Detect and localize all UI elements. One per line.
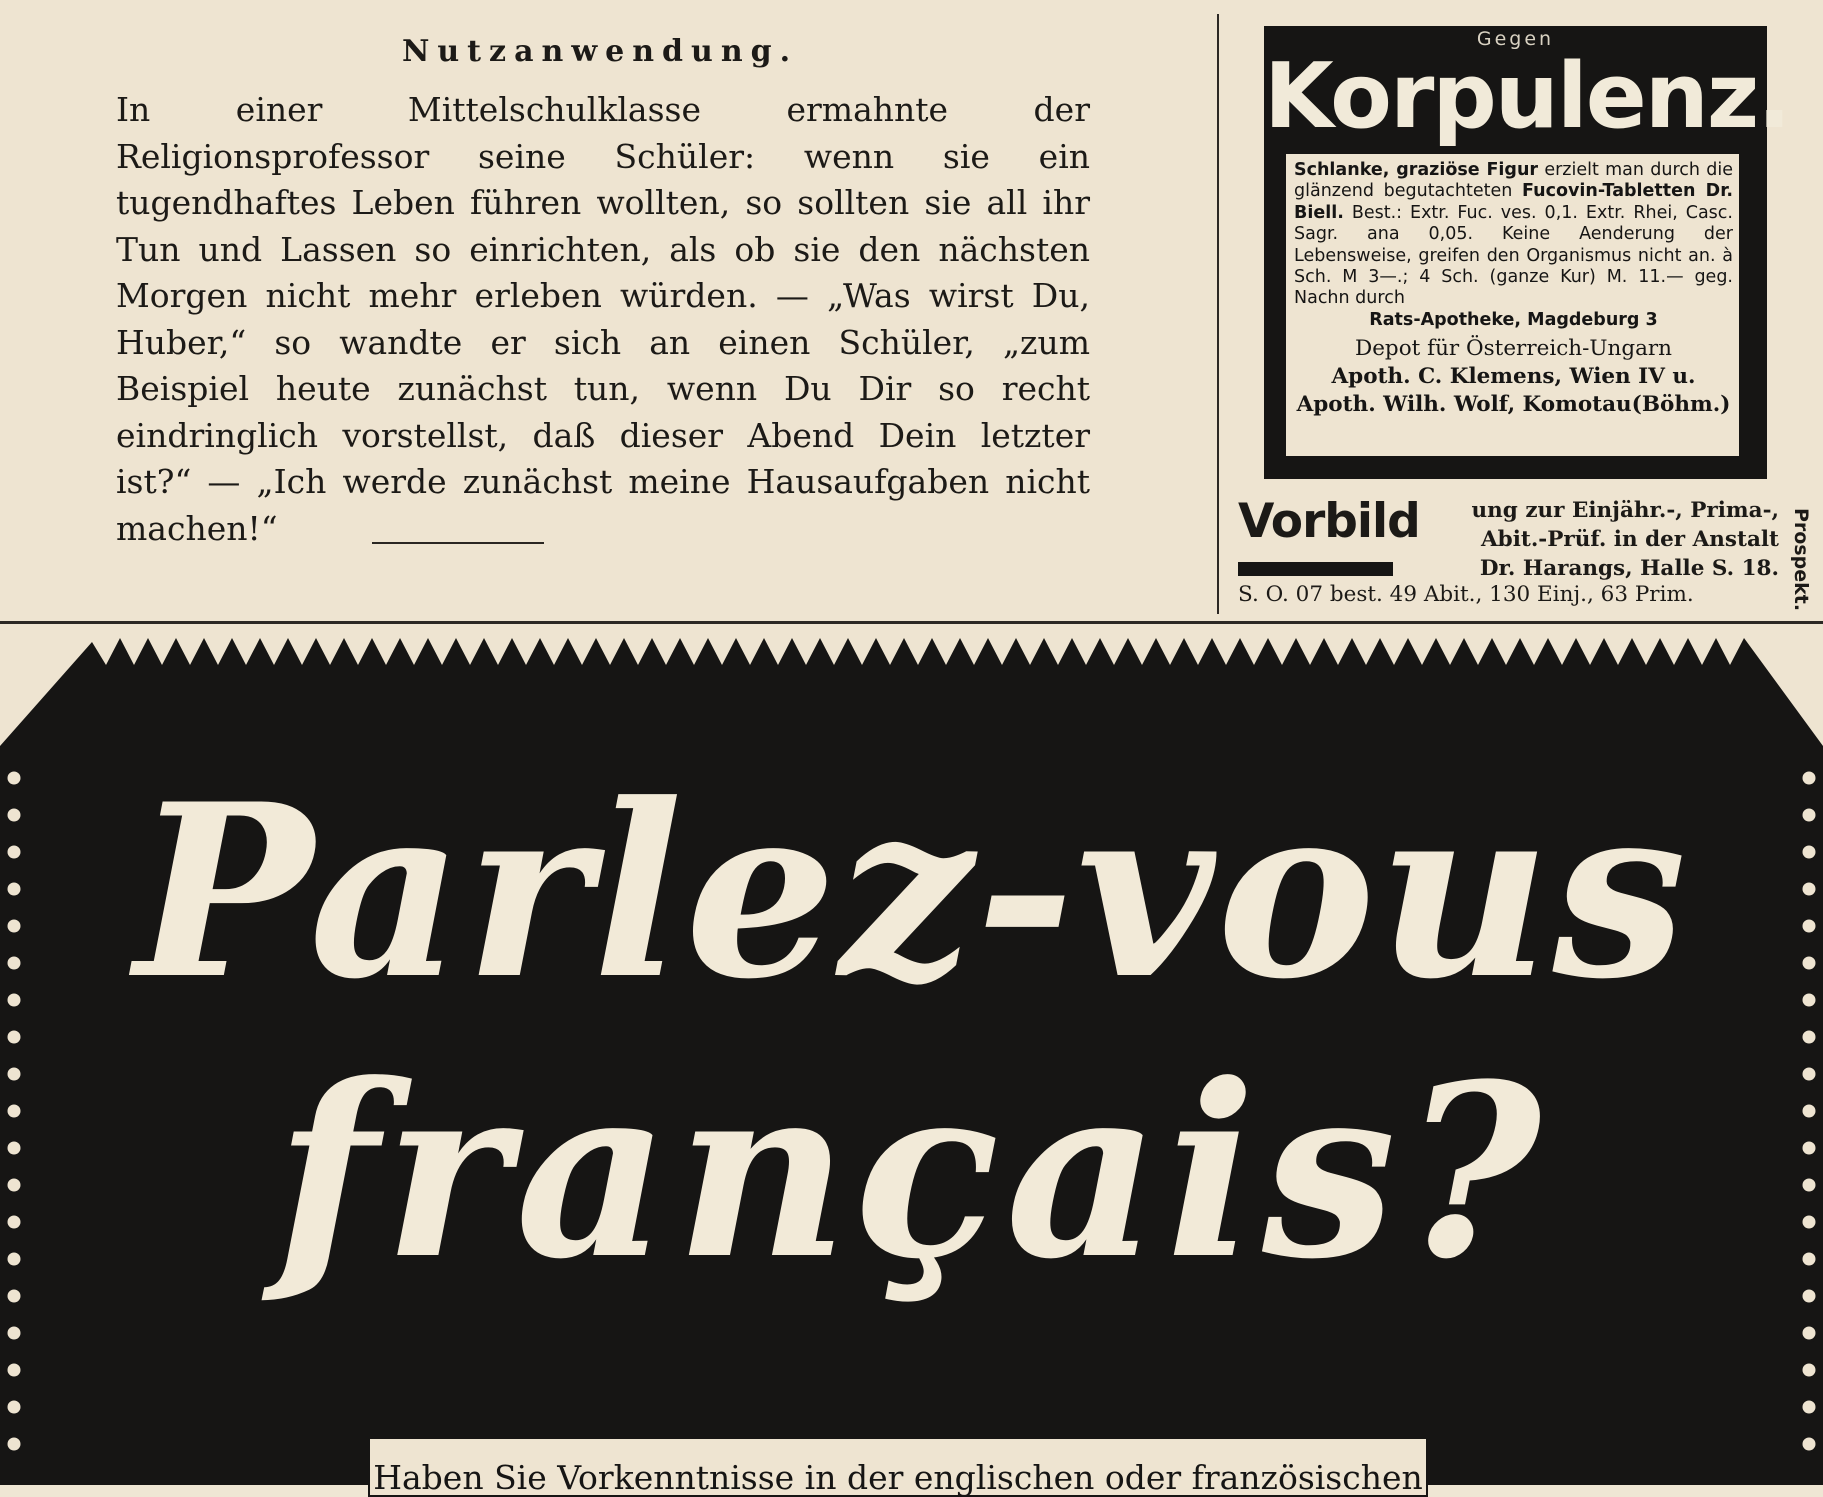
border-dot: [1801, 1362, 1817, 1378]
ad-pharmacy: Rats-Apotheke, Magdeburg 3: [1369, 309, 1658, 330]
side-label: Prospekt.: [1790, 508, 1812, 612]
ad-text-box: [1286, 154, 1739, 456]
section-divider: [0, 621, 1823, 624]
border-dot: [1801, 1029, 1817, 1045]
column-divider: [1217, 14, 1219, 614]
ad-depot: [1294, 335, 1733, 419]
border-dot: [6, 1362, 22, 1378]
ad-body-part: Best.: Extr. Fuc. ves. 0,1. Extr. Rhei, Casc. Sagr. ana 0,05. Keine Aenderung der Lebensweise, greifen den Organismus nicht an. à Sch. M 3—.; 4 Sch. (ganze Kur) M. 11.— geg. Nachn durch: [1294, 202, 1733, 309]
border-dot: [6, 1436, 22, 1452]
ad-body-lead: Schlanke, graziöse Figur: [1294, 160, 1539, 180]
ad-black-bar: [1238, 562, 1393, 576]
article-body: In einer Mittelschulklasse ermahnte der Religionsprofessor seine Schüler: wenn sie ein tugendhaftes Leben führen wollten, so sollten sie all ihr Tun und Lassen so einrichten, als ob sie den nächsten Morgen nicht mehr erleben würden. — „Was wirst Du, Huber,“ so wandte er sich an einen Schüler, „zum Beispiel heute zunächst tun, wenn Du Dir so recht eindringlich vorstellst, daß dieser Abend Dein letzter ist?“ — „Ich werde zunächst meine Hausaufgaben nicht machen!“: [116, 90, 1090, 548]
ad-product-name: Fucovin-Tabletten Dr. Biell.: [1294, 181, 1733, 223]
ad-title: Korpulenz.: [1264, 44, 1790, 149]
depot-heading: Depot für Österreich-Ungarn: [1354, 336, 1673, 362]
vorbild-advertisement: [1238, 494, 1783, 616]
ad-line: ung zur Einjähr.-, Prima-,: [1471, 498, 1779, 523]
border-dot: [6, 1325, 22, 1341]
border-dot: [6, 1029, 22, 1045]
ad-line: Dr. Harangs, Halle S. 18.: [1479, 556, 1779, 581]
ad-body-part: erzielt man durch die glänzend begutachteten: [1294, 160, 1733, 202]
ad-subtext-box: [368, 1437, 1428, 1497]
article-title: Nutzanwendung.: [401, 34, 799, 69]
ad-kicker: Gegen: [1476, 28, 1555, 50]
parlez-advertisement: [0, 626, 1823, 1497]
headline-line-1: Parlez-vous: [134, 753, 1689, 1032]
ad-body: [1294, 160, 1733, 331]
ad-body: [1403, 496, 1779, 583]
border-dot: [1801, 1436, 1817, 1452]
ad-stats: S. O. 07 best. 49 Abit., 130 Einj., 63 Prim.: [1238, 582, 1694, 607]
depot-address: Apoth. C. Klemens, Wien IV u.: [1331, 364, 1696, 390]
depot-address: Apoth. Wilh. Wolf, Komotau(Böhm.): [1296, 392, 1731, 418]
ad-line: Abit.-Prüf. in der Anstalt: [1481, 527, 1779, 552]
headline-line-2: français?: [275, 1033, 1548, 1312]
anecdote-article: [110, 34, 1090, 552]
border-dot: [6, 1399, 22, 1415]
border-dot: [1801, 1399, 1817, 1415]
border-dot: [1801, 1325, 1817, 1341]
korpulenz-advertisement: [1264, 26, 1790, 479]
article-end-rule: [372, 542, 544, 544]
ad-title: Vorbild: [1238, 494, 1420, 549]
ad-subtext: Haben Sie Vorkenntnisse in der englischen oder französischen: [373, 1458, 1423, 1497]
